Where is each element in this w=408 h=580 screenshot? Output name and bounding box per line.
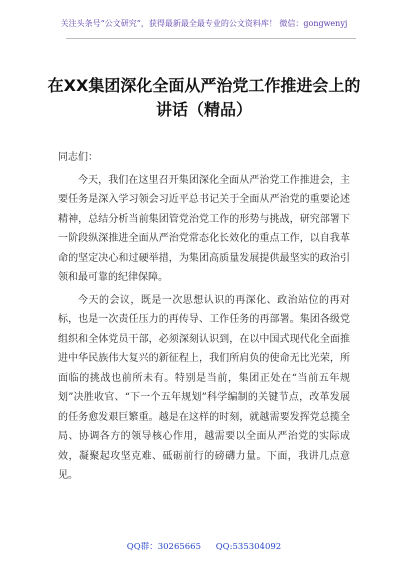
paragraph-2: 今天的会议，既是一次思想认识的再深化、政治站位的再对标，也是一次责任压力的再传导、工作任务的再部署。集团各级党组织和全体党员干部，必须深刻认识到，在以中国式现代化全面推进中华民族伟大复兴的新征程上，我们所肩负的使命无比光荣，所面临的挑战也前所未有。特别是当前，集团正处在“当前五年规划”决胜收官、“下一个五年规划”科学编制的关键节点，改革发展的任务愈发艰巨繁重。越是在这样的时刻，就越需要发挥党总揽全局、协调各方的领导核心作用，越需要以全面从严治党的实际成效，凝聚起攻坚克难、砥砺前行的磅礴力量。下面，我讲几点意见。 (58, 294, 350, 481)
document-body (58, 148, 350, 486)
salutation: 同志们： (58, 152, 98, 163)
header-banner: 关注头条号“公文研究”，获得最新最全最专业的公文资料库！ 微信：gongwenyj (60, 19, 348, 28)
document-title: 在XX集团深化全面从严治党工作推进会上的讲话（精品） (47, 76, 361, 119)
footer-qq-group: QQ群：30265665 (126, 542, 201, 552)
footer-qq: QQ:535304092 (215, 542, 282, 552)
header-divider (66, 38, 356, 39)
footer-contact (0, 541, 408, 553)
paragraph-1: 今天，我们在这里召开集团深化全面从严治党工作推进会，主要任务是深入学习领会习近平总书记关于全面从严治党的重要论述精神，总结分析当前集团管党治党工作的形势与挑战，研究部署下一阶段纵深推进全面从严治党常态化长效化的重点工作，以自我革命的坚定决心和过硬举措，为集团高质量发展提供最坚实的政治引领和最可靠的纪律保障。 (58, 174, 350, 283)
